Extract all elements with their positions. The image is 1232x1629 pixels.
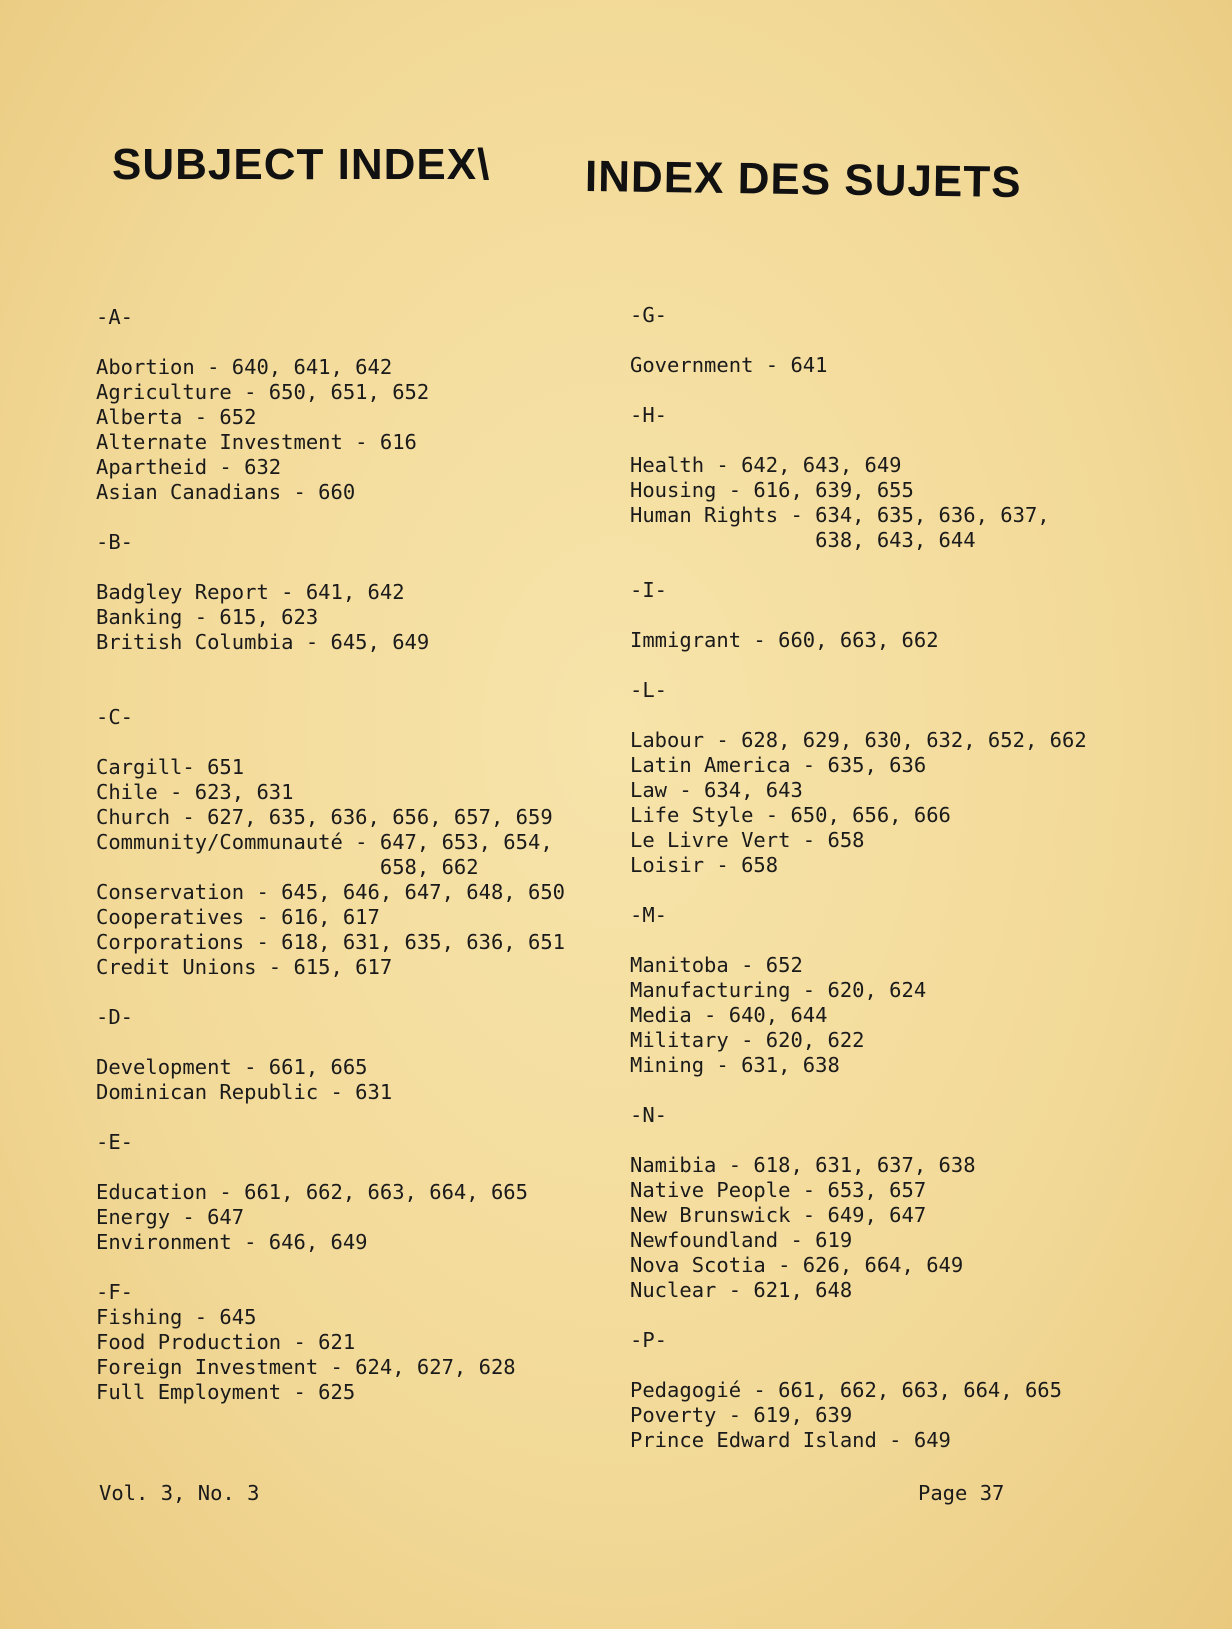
- section-letter: -D-: [96, 1005, 134, 1029]
- index-entry: Latin America - 635, 636: [630, 753, 927, 777]
- index-entry: Full Employment - 625: [96, 1380, 356, 1404]
- section-letter: -E-: [96, 1130, 134, 1154]
- index-entry: Newfoundland - 619: [630, 1228, 853, 1252]
- section-letter: -L-: [630, 678, 668, 702]
- index-entry: Government - 641: [630, 353, 828, 377]
- index-entry: Alberta - 652: [96, 405, 257, 429]
- index-entry: Community/Communauté - 647, 653, 654,: [96, 830, 553, 854]
- index-entry: Conservation - 645, 646, 647, 648, 650: [96, 880, 565, 904]
- index-entry: Foreign Investment - 624, 627, 628: [96, 1355, 516, 1379]
- index-entry: Nuclear - 621, 648: [630, 1278, 853, 1302]
- index-entry: Le Livre Vert - 658: [630, 828, 865, 852]
- index-column-left: [96, 305, 596, 1405]
- index-entry: Health - 642, 643, 649: [630, 453, 902, 477]
- index-entry: Badgley Report - 641, 642: [96, 580, 405, 604]
- index-entry: Immigrant - 660, 663, 662: [630, 628, 939, 652]
- index-entry: Development - 661, 665: [96, 1055, 368, 1079]
- index-entry: Corporations - 618, 631, 635, 636, 651: [96, 930, 565, 954]
- section-letter: -F-: [96, 1280, 134, 1304]
- index-entry: Manufacturing - 620, 624: [630, 978, 927, 1002]
- section-letter: -M-: [630, 903, 668, 927]
- section-letter: -A-: [96, 305, 134, 329]
- index-entry: Law - 634, 643: [630, 778, 803, 802]
- index-entry: Apartheid - 632: [96, 455, 282, 479]
- index-entry: Banking - 615, 623: [96, 605, 319, 629]
- index-column-right: [630, 303, 1190, 1453]
- index-entry: Credit Unions - 615, 617: [96, 955, 393, 979]
- index-entry: Dominican Republic - 631: [96, 1080, 393, 1104]
- section-letter: -C-: [96, 705, 134, 729]
- index-entry: Native People - 653, 657: [630, 1178, 927, 1202]
- index-entry: Environment - 646, 649: [96, 1230, 368, 1254]
- index-entry: 638, 643, 644: [630, 528, 976, 552]
- index-entry: Life Style - 650, 656, 666: [630, 803, 951, 827]
- index-entry: Namibia - 618, 631, 637, 638: [630, 1153, 976, 1177]
- index-entry: Chile - 623, 631: [96, 780, 294, 804]
- index-entry: Energy - 647: [96, 1205, 245, 1229]
- index-entry: Cargill- 651: [96, 755, 245, 779]
- index-entry: Pedagogié - 661, 662, 663, 664, 665: [630, 1378, 1062, 1402]
- index-entry: Nova Scotia - 626, 664, 649: [630, 1253, 964, 1277]
- index-entry: Abortion - 640, 641, 642: [96, 355, 393, 379]
- index-entry: Labour - 628, 629, 630, 632, 652, 662: [630, 728, 1087, 752]
- index-entry: Cooperatives - 616, 617: [96, 905, 380, 929]
- index-entry: Food Production - 621: [96, 1330, 356, 1354]
- index-entry: Military - 620, 622: [630, 1028, 865, 1052]
- index-entry: Agriculture - 650, 651, 652: [96, 380, 430, 404]
- index-entry: Prince Edward Island - 649: [630, 1428, 951, 1452]
- index-entry: British Columbia - 645, 649: [96, 630, 430, 654]
- section-letter: -G-: [630, 303, 668, 327]
- index-entry: Mining - 631, 638: [630, 1053, 840, 1077]
- index-entry: Loisir - 658: [630, 853, 779, 877]
- index-entry: Human Rights - 634, 635, 636, 637,: [630, 503, 1050, 527]
- section-letter: -N-: [630, 1103, 668, 1127]
- index-entry: Fishing - 645: [96, 1305, 257, 1329]
- index-entry: Education - 661, 662, 663, 664, 665: [96, 1180, 528, 1204]
- index-entry: New Brunswick - 649, 647: [630, 1203, 927, 1227]
- index-entry: Alternate Investment - 616: [96, 430, 417, 454]
- volume-number: Vol. 3, No. 3: [99, 1481, 260, 1505]
- title-english: SUBJECT INDEX\: [112, 140, 491, 189]
- index-entry: Manitoba - 652: [630, 953, 803, 977]
- section-letter: -H-: [630, 403, 668, 427]
- page-number: Page 37: [918, 1481, 1005, 1505]
- index-entry: Church - 627, 635, 636, 656, 657, 659: [96, 805, 553, 829]
- section-letter: -I-: [630, 578, 668, 602]
- index-entry: Housing - 616, 639, 655: [630, 478, 914, 502]
- title-french: INDEX DES SUJETS: [584, 152, 1022, 208]
- section-letter: -B-: [96, 530, 134, 554]
- index-entry: Asian Canadians - 660: [96, 480, 356, 504]
- section-letter: -P-: [630, 1328, 668, 1352]
- index-entry: Media - 640, 644: [630, 1003, 828, 1027]
- index-entry: Poverty - 619, 639: [630, 1403, 853, 1427]
- index-entry: 658, 662: [96, 855, 479, 879]
